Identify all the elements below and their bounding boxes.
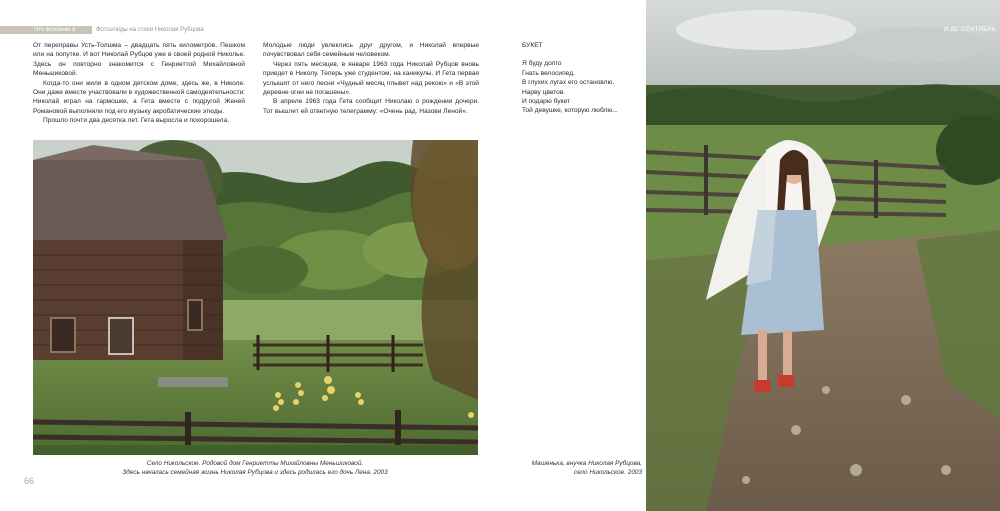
poem-line: Той девушке, которую люблю...	[522, 107, 618, 115]
poem-line: И подарю букет	[522, 98, 570, 106]
photo-caption-right	[494, 459, 642, 478]
poem-line: Нарву цветов.	[522, 88, 566, 96]
caption-line: Здесь началась семейная жизнь Николая Рубцова и здесь родилась его дочь Лена. 2003	[122, 469, 388, 477]
poem-block	[522, 41, 642, 116]
text-column-1	[33, 41, 245, 126]
paragraph: Через пять месяцев, в январе 1963 года Николай Рубцов вновь приедет в Николу. Теперь уже студентом, на каникулы. И Гета первая услышит от него песни «Чудный месяц плывет над рекою» и «В этой деревне огни не погашены».	[263, 60, 479, 97]
page-number: 66	[24, 476, 35, 486]
paragraph: От переправы Усть-Толшма – двадцать пять километров. Пешком или на попутке. И вот Николай Рубцов уже в своей родной Николье. Здесь он повторно знакомится с Генриеттой Михайловной Меньшиковой.	[33, 42, 245, 78]
caption-line: Село Никольское. Родовой дом Генриетты Михайловны Меньшиковой.	[146, 460, 364, 467]
poem-line: Я буду долго	[522, 60, 562, 68]
girl-landscape-illustration	[646, 0, 1000, 511]
text-column-2	[263, 41, 479, 116]
header-section-right: И ДЕ СЕНТЯБРЬ	[943, 27, 996, 33]
caption-line: Машенька, внучка Николая Рубцова,	[531, 460, 642, 467]
paragraph: Молодые люди увлеклись друг другом, и Николай впервые почувствовал себя семейным человеком.	[263, 42, 479, 59]
poem-line: Гнать велосипед.	[522, 69, 575, 77]
photo-girl-on-road	[646, 0, 1000, 511]
poem-title: БУКЕТ	[522, 42, 543, 49]
header-section-label: Что вспомню я	[0, 26, 92, 34]
poem-line: В глухих лугах его остановлю.	[522, 79, 615, 87]
photo-caption-left	[80, 459, 430, 478]
house-landscape-illustration	[33, 140, 478, 455]
paragraph: Прошло почти два десятка лет. Гета выросла и похорошела.	[43, 117, 230, 125]
header-book-title: Фотоэтюды на стихи Николая Рубцова	[96, 27, 204, 33]
running-header	[0, 26, 646, 34]
paragraph: Когда-то они жили в одном детском доме, здесь же, в Николе. Они даже вместе участвовали в художественной самодеятельности: Николай играл на гармошке, а Гета вместе с подругой Женей Романовой выполняли под его музыку акробатические этюды.	[33, 79, 245, 115]
paragraph: В апреле 1963 года Гета сообщит Николаю о рождении дочери. Тот вышлет ей ответную телеграмму: «Очень рад. Назови Леной».	[263, 98, 479, 115]
photo-wooden-house	[33, 140, 478, 455]
caption-line: село Никольское. 2003	[573, 469, 642, 477]
